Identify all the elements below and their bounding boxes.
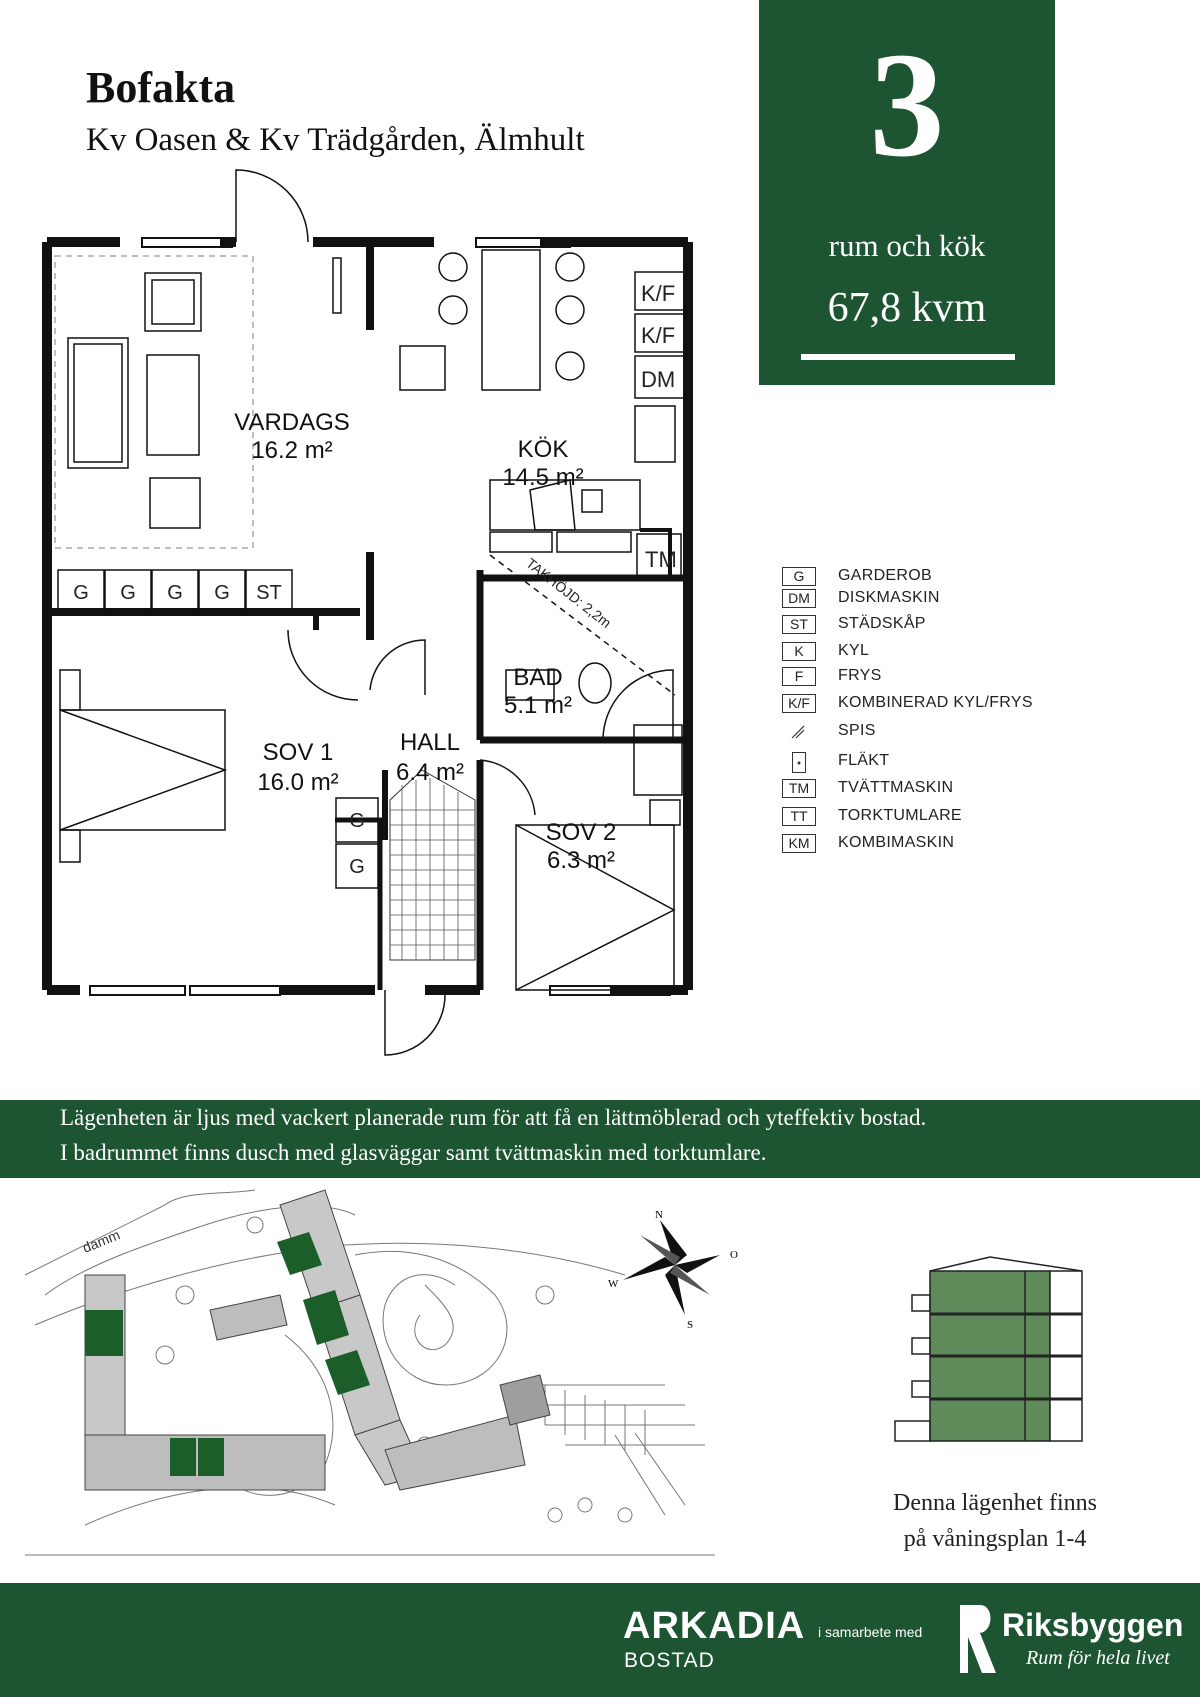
- legend-label: KYL: [838, 642, 870, 659]
- floor-note: [860, 1485, 1130, 1557]
- description-line-1: Lägenheten är ljus med vackert planerade rum för att få en lättmöblerad och yteffektiv bostad.: [60, 1105, 927, 1130]
- stove-icon: [782, 722, 814, 741]
- legend-code: G: [782, 567, 816, 586]
- room-area-bad: 5.1 m²: [503, 692, 573, 719]
- g-code-5: G: [349, 810, 365, 832]
- legend-code: K: [782, 642, 816, 661]
- legend-code: ST: [782, 615, 816, 634]
- damm-label: damm: [80, 1226, 123, 1256]
- legend-item: [780, 834, 1100, 854]
- legend-label: KOMBIMASKIN: [838, 834, 955, 851]
- building-elevation: [890, 1255, 1100, 1445]
- legend-label: SPIS: [838, 722, 876, 739]
- footer: [0, 1583, 1200, 1697]
- room-count-badge: [759, 0, 1055, 385]
- legend-code: DM: [782, 589, 816, 608]
- collaboration-text: i samarbete med: [818, 1624, 923, 1640]
- room-name-bad: BAD: [513, 664, 563, 691]
- compass-o: O: [730, 1249, 738, 1261]
- legend-item: [780, 589, 1100, 609]
- legend-code: K/F: [782, 694, 816, 713]
- compass-n: N: [655, 1209, 663, 1221]
- arkadia-logo-text: ARKADIA: [623, 1605, 806, 1647]
- g-code-4: G: [214, 582, 230, 604]
- room-name-sov2: SOV 2: [545, 819, 617, 846]
- legend-label: TVÄTTMASKIN: [838, 779, 954, 796]
- floor-plan: [30, 160, 720, 1060]
- legend-item: [780, 642, 1100, 662]
- room-area-sov2: 6.3 m²: [546, 847, 616, 874]
- kf-code-1: K/F: [641, 281, 676, 306]
- apartment-area: 67,8 kvm: [827, 285, 987, 331]
- fan-icon: [792, 752, 806, 773]
- tm-code: TM: [645, 547, 677, 572]
- legend-item: [780, 567, 1100, 587]
- g-code-2: G: [120, 582, 136, 604]
- riksbyggen-logo-icon: [958, 1603, 998, 1675]
- description-line-2: I badrummet finns dusch med glasväggar samt tvättmaskin med torktumlare.: [60, 1140, 767, 1165]
- room-name-kok: KÖK: [517, 436, 569, 463]
- legend-code: KM: [782, 834, 816, 853]
- legend-item: [780, 722, 1100, 742]
- room-area-kok: 14.5 m²: [502, 464, 584, 491]
- description-band: [0, 1100, 1200, 1178]
- legend-code: TT: [782, 807, 816, 826]
- st-code: ST: [256, 582, 282, 604]
- legend-label: STÄDSKÅP: [838, 615, 926, 632]
- legend-item: [780, 779, 1100, 799]
- riksbyggen-logo-text: Riksbyggen: [1002, 1607, 1184, 1643]
- room-area-hall: 6.4 m²: [395, 759, 465, 786]
- arkadia-bostad-text: BOSTAD: [624, 1649, 715, 1672]
- legend-code: TM: [782, 779, 816, 798]
- legend-item: [780, 752, 1100, 772]
- riksbyggen-tagline: Rum för hela livet: [1026, 1647, 1170, 1669]
- compass-icon: [608, 1209, 738, 1331]
- page-subtitle: Kv Oasen & Kv Trädgården, Älmhult: [86, 122, 585, 158]
- legend-label: DISKMASKIN: [838, 589, 940, 606]
- compass-s: S: [687, 1319, 694, 1331]
- legend-item: [780, 667, 1100, 687]
- legend-label: FLÄKT: [838, 752, 890, 769]
- legend-item: [780, 694, 1100, 714]
- g-code-6: G: [349, 856, 365, 878]
- compass-w: W: [608, 1278, 619, 1290]
- legend-label: TORKTUMLARE: [838, 807, 962, 824]
- legend-item: [780, 807, 1100, 827]
- badge-divider: [801, 354, 1015, 360]
- legend-code: F: [782, 667, 816, 686]
- room-area-vardags: 16.2 m²: [251, 437, 333, 464]
- dm-code: DM: [641, 367, 676, 392]
- room-count: 3: [869, 22, 945, 188]
- legend-label: KOMBINERAD KYL/FRYS: [838, 694, 1033, 711]
- room-area-sov1: 16.0 m²: [257, 769, 339, 796]
- g-code-3: G: [167, 582, 183, 604]
- floor-note-line-1: Denna lägenhet finns: [893, 1490, 1097, 1516]
- floor-note-line-2: på våningsplan 1-4: [903, 1526, 1087, 1552]
- ceiling-height-note: TAKHÖJD: 2,2m: [523, 554, 615, 631]
- g-code-1: G: [73, 582, 89, 604]
- legend-label: GARDEROB: [838, 567, 932, 584]
- kf-code-2: K/F: [641, 323, 676, 348]
- page-title: Bofakta: [86, 63, 236, 112]
- legend-item: [780, 615, 1100, 635]
- legend-label: FRYS: [838, 667, 882, 684]
- room-name-sov1: SOV 1: [262, 739, 334, 766]
- room-name-vardags: VARDAGS: [234, 409, 350, 436]
- site-plan: [25, 1185, 738, 1565]
- room-name-hall: HALL: [399, 729, 461, 756]
- rooms-label: rum och kök: [828, 228, 986, 263]
